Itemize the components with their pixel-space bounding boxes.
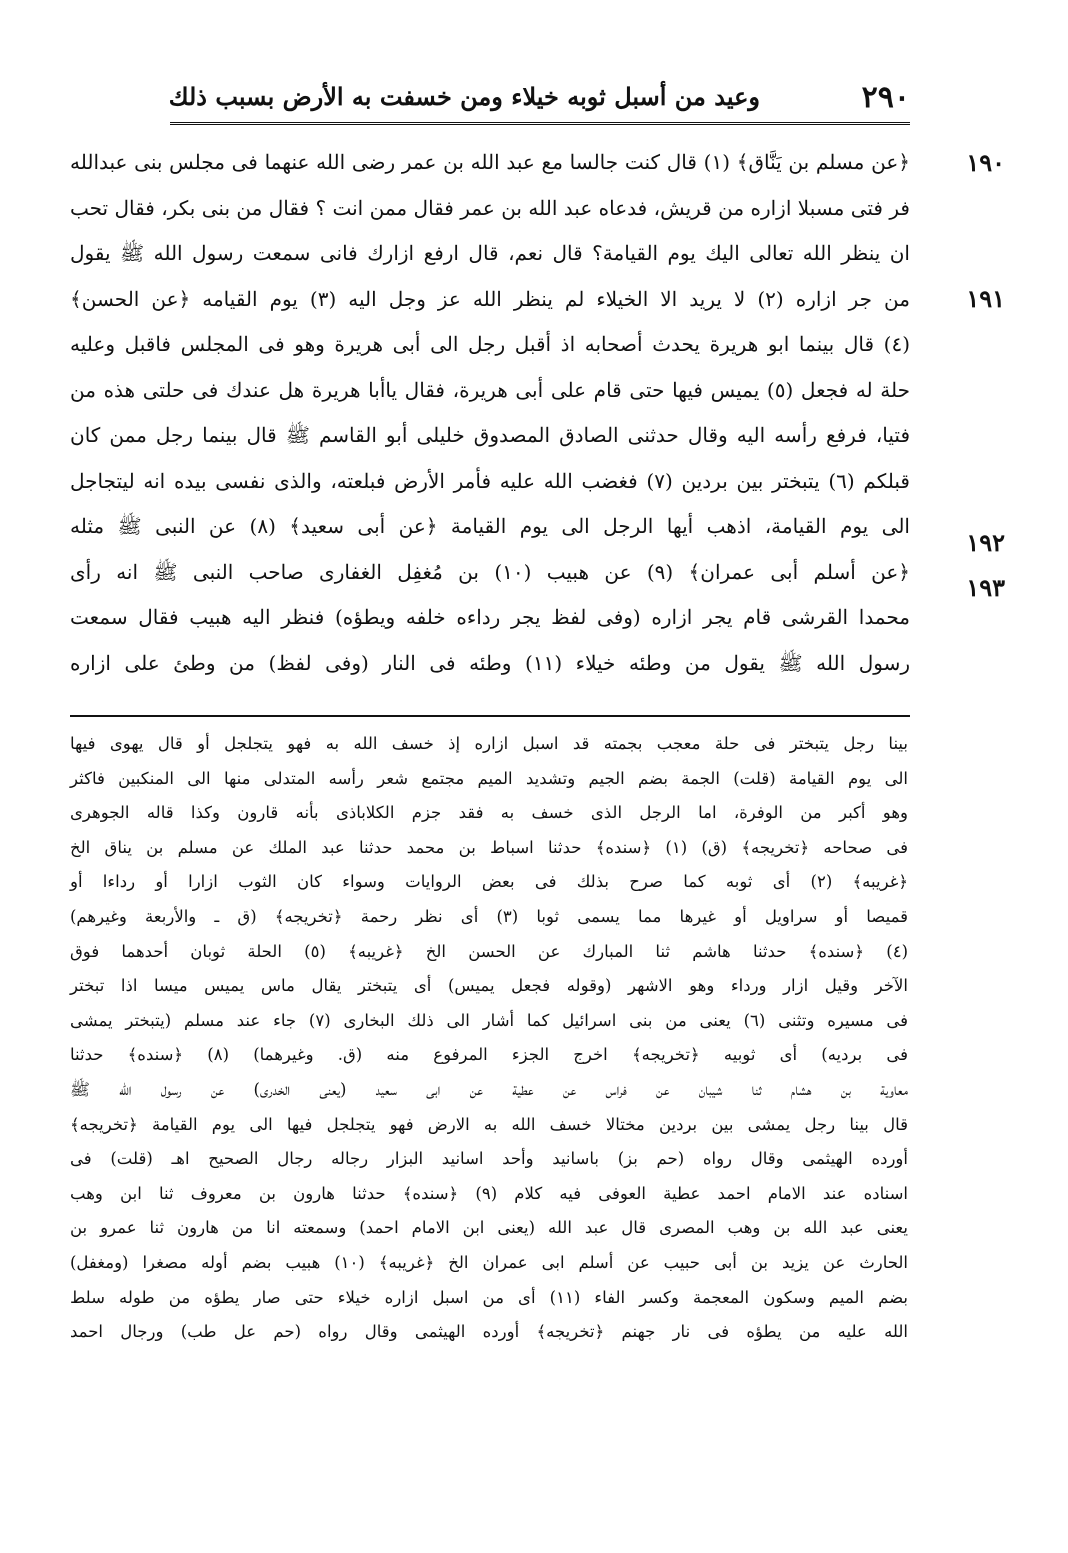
- footnote-line: بضم الميم وسكون المعجمة وكسر الفاء (١١) أى من اسبل ازاره خيلاء حتى صار يطؤه من طوله سلط: [70, 1287, 909, 1307]
- main-text-line: من جر ازاره (٢) لا يريد الا الخيلاء لم ينظر الله عز وجل اليه (٣) يوم القيامه ﴿عن الحسن﴾: [70, 286, 910, 311]
- hadith-number: ١٩١: [966, 284, 1005, 313]
- hadith-number: ١٩٢: [966, 528, 1005, 557]
- main-text-line: رسول الله ﷺ يقول من وطئه خيلاء (١١) وطئه فى النار (وفى لفظ) من وطئ على ازاره: [70, 650, 910, 675]
- footnote-separator: [70, 715, 910, 717]
- main-text-line: (٤) قال بينما ابو هريرة يحدث أصحابه اذ أقبل رجل الى أبى هريرة وهو فى المجلس فاقبل وعليه: [70, 332, 910, 356]
- footnote-line: بينا رجل يتبختر فى حلة معجب بجمته قد اسبل ازاره إذ خسف الله به فهو يتجلجل أو قال يهوى فيها: [70, 734, 908, 753]
- footnote-line: يعنى عبد الله بن وهب المصرى قال عبد الله (يعنى ابن الامام احمد) وسمعته انا من هارون ثنا عمرو بن: [70, 1218, 908, 1238]
- footnote-line: الله عليه من يطؤه فى نار جهنم ﴿تخريجه﴾ أورده الهيثمى وقال رواه (حم عل طب) ورجال احمد: [70, 1322, 908, 1342]
- footnote-line: فى صحاحه ﴿تخريجه﴾ (ق) (١) ﴿سنده﴾ حدثنا اسباط بن محمد حدثنا عبد الملك عن مسلم بن يناق الخ: [70, 837, 908, 857]
- footnote-line: أورده الهيثمى وقال رواه (حم بز) باسانيد وأحد اسانيد البزار رجاله رجال الصحيح اهـ (قلت) فى: [70, 1149, 908, 1169]
- footnote-line: ﴿غريبه﴾ (٢) أى ثوبه كما صرح بذلك فى بعض الروايات وسواء كان الثوب ازارا أو رداءا أو: [70, 872, 908, 892]
- main-text-line: ﴿عن أسلم أبى عمران﴾ (٩) عن هبيب (١٠) بن مُغفِل الغفارى صاحب النبى ﷺ انه رأى: [70, 559, 910, 584]
- footnotes: [70, 727, 908, 1350]
- footnote-line: الحارث عن يزيد بن أبى حبيب عن أسلم ابى عمران الخ ﴿غريبه﴾ (١٠) هبيب بضم أوله مصغرا (ومغفل): [70, 1252, 909, 1272]
- main-text-line: محمدا القرشى قام يجر ازاره (وفى لفظ يجر رداءه خلفه ويطؤه) فنظر اليه هبيب فقال سمعت: [70, 605, 910, 629]
- footnote-line: وهو أكبر من الوفرة، اما الرجل الذى خسف به فقد جزم الكلاباذى بأنه قارون وكذا قاله الجوهرى: [70, 803, 908, 823]
- main-text-line: فتيا، فرفع رأسه اليه وقال حدثنى الصادق المصدوق خليلى أبو القاسم ﷺ قال بينما رجل ممن كان: [70, 423, 910, 447]
- footnote-line: فى برديه) أى ثوبيه ﴿تخريجه﴾ اخرج الجزء المرفوع منه (ق. وغيرهما) (٨) ﴿سنده﴾ حدثنا: [70, 1045, 909, 1065]
- running-title: وعيد من أسبل ثوبه خيلاء ومن خسفت به الأرض بسبب ذلك: [168, 82, 760, 111]
- footnote-line: الى يوم القيامة (قلت) الجمة بضم الجيم وتشديد الميم مجتمع شعر رأسه المتدلى منها الى المنكبين فاكثر: [70, 768, 908, 788]
- footnote-line: الآخر وقيل ازار ورداء وهو الاشهر (وقوله فجعل يميس) أى يتبختر يقال ماس يميس ميسا اذا تبختر: [70, 976, 908, 996]
- main-text-line: ﴿عن مسلم بن يَنَّاق﴾ (١) قال كنت جالسا مع عبد الله بن عمر رضى الله عنهما فى مجلس بنى عبدالله: [70, 150, 910, 174]
- main-text: [70, 140, 910, 686]
- footnote-line: قال بينا رجل يمشى بين بردين مختالا خسف الله به الارض فهو يتجلجل فيها الى يوم القيامة ﴿تخريجه﴾: [70, 1114, 908, 1134]
- footnote-line: (٤) ﴿سنده﴾ حدثنا هاشم ثنا المبارك عن الحسن الخ ﴿غريبه﴾ (٥) الحلة ثوبان أحدهما فوق: [70, 941, 908, 961]
- main-text-line: حلة له فجعل (٥) يميس فيها حتى قام على أبى هريرة، فقال ياأبا هريرة هل عندك فى حلتى هذه من: [70, 377, 910, 402]
- page-header: [170, 78, 910, 125]
- hadith-number: ١٩٠: [966, 148, 1005, 177]
- main-text-line: ان ينظر الله تعالى اليك يوم القيامة؟ قال نعم، قال ارفع ازارك فانى سمعت رسول الله ﷺ يقول: [70, 241, 910, 265]
- hadith-number: ١٩٣: [966, 573, 1005, 602]
- main-text-line: الى يوم القيامة، اذهب أيها الرجل الى يوم القيامة ﴿عن أبى سعيد﴾ (٨) عن النبى ﷺ مثله: [70, 514, 910, 538]
- main-text-line: قبلكم (٦) يتبختر بين بردين (٧) فغضب الله عليه فأمر الأرض فبلعته، والذى نفسى بيده انه ليتجاجل: [70, 468, 910, 493]
- footnote-line: فى مسيره وتثنى (٦) يعنى من بنى اسرائيل كما أشار الى ذلك البخارى (٧) جاء عند مسلم (يتبختر يمشى: [70, 1010, 909, 1030]
- footnote-line: اسناده عند الامام احمد عطية العوفى فيه كلام (٩) ﴿سنده﴾ حدثنا هارون بن معروف ثنا ابن وهب: [70, 1183, 908, 1203]
- page-number: ٢٩٠: [861, 80, 910, 115]
- footnote-line: قميصا أو سراويل أو غيرها مما يسمى ثوبا (٣) أى نظر رحمة ﴿تخريجه﴾ (ق ـ والأربعة وغيرهم): [70, 906, 908, 926]
- footnote-line: معاوية بن هشام ثنا شيبان عن فراس عن عطية عن ابى سعيد (يعنى الخدرى) عن رسول الله ﷺ: [70, 1079, 908, 1099]
- main-text-line: فر فتى مسبلا ازاره من قريش، فدعاه عبد الله بن عمر فقال ممن انت ؟ فقال من بنى بكر، فقال تحب: [70, 195, 910, 220]
